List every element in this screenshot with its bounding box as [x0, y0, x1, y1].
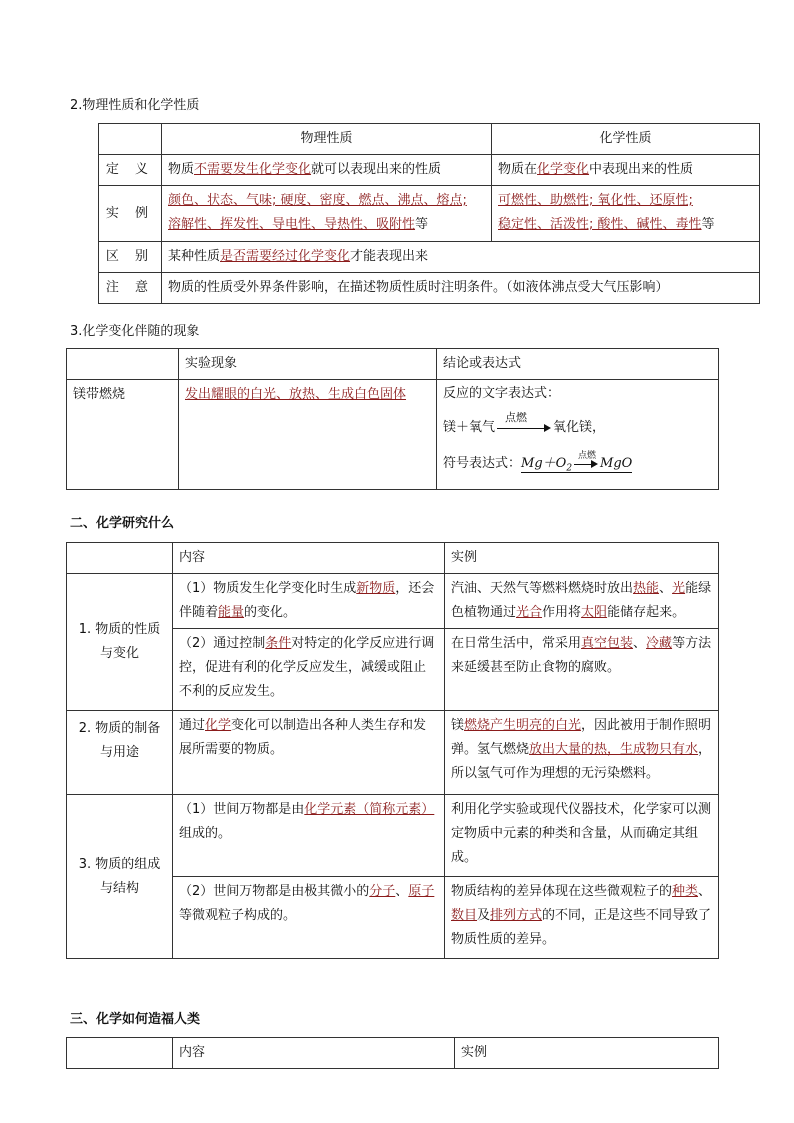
- research-table: [66, 542, 719, 959]
- section-heading-phenomena: 3.化学变化伴随的现象: [70, 324, 200, 339]
- label-examples: 实 例: [99, 186, 162, 242]
- example-preparation: 镁燃烧产生明亮的白光，因此被用于制作照明弹。氢气燃烧放出大量的热，生成物只有水，所以氢气可作为理想的无污染燃料。: [445, 711, 719, 795]
- reaction-arrow-icon: 点燃: [497, 423, 551, 433]
- section-heading-research: 二、化学研究什么: [70, 516, 175, 531]
- reaction-arrow-icon: 点燃: [574, 459, 598, 469]
- definition-physical: 物质不需要发生化学变化就可以表现出来的性质: [162, 155, 492, 186]
- section-heading-properties: 2.物理性质和化学性质: [70, 98, 200, 113]
- example-composition-1: 利用化学实验或现代仪器技术，化学家可以测定物质中元素的种类和含量，从而确定其组成。: [445, 795, 719, 877]
- content-property-2: （2）通过控制条件对特定的化学反应进行调控，促进有利的化学反应发生，减缓或阻止不利的反应发生。: [173, 629, 445, 711]
- difference-text: 某种性质是否需要经过化学变化才能表现出来: [162, 242, 760, 273]
- symbol-equation: 符号表达式：$Mg+O_2$ 点燃 MgO: [443, 450, 633, 474]
- label-composition-structure: 3. 物质的组成 与结构: [67, 795, 173, 959]
- word-equation: 镁＋氧气 点燃 氧化镁，: [443, 410, 606, 435]
- phenomenon-text: 发出耀眼的白光、放热、生成白色固体: [179, 380, 437, 490]
- header-conclusion: 结论或表达式: [437, 349, 719, 380]
- header-content: 内容: [173, 1038, 455, 1069]
- label-difference: 区 别: [99, 242, 162, 273]
- word-equation-label: 反应的文字表达式：: [443, 386, 561, 401]
- examples-chemical: 可燃性、助燃性; 氧化性、还原性; 稳定性、活泼性; 酸性、碱性、毒性等: [492, 186, 760, 242]
- conclusion-cell: [437, 380, 719, 490]
- label-note: 注 意: [99, 273, 162, 304]
- header-example: 实例: [455, 1038, 719, 1069]
- properties-table: [98, 123, 760, 304]
- empty-header-cell: [99, 124, 162, 155]
- header-physical: 物理性质: [162, 124, 492, 155]
- phenomena-table: [66, 348, 719, 490]
- example-composition-2: 物质结构的差异体现在这些微观粒子的种类、数目及排列方式的不同，正是这些不同导致了物质性质的差异。: [445, 877, 719, 959]
- content-composition-2: （2）世间万物都是由极其微小的分子、原子等微观粒子构成的。: [173, 877, 445, 959]
- content-preparation: 通过化学变化可以制造出各种人类生存和发展所需要的物质。: [173, 711, 445, 795]
- header-chemical: 化学性质: [492, 124, 760, 155]
- empty-header-cell: [67, 1038, 173, 1069]
- example-property-2: 在日常生活中，常采用真空包装、冷藏等方法来延缓甚至防止食物的腐败。: [445, 629, 719, 711]
- benefit-table: [66, 1037, 719, 1069]
- label-preparation-use: 2. 物质的制备 与用途: [67, 711, 173, 795]
- label-magnesium: 镁带燃烧: [67, 380, 179, 490]
- empty-header-cell: [67, 349, 179, 380]
- header-content: 内容: [173, 543, 445, 574]
- content-composition-1: （1）世间万物都是由化学元素（简称元素）组成的。: [173, 795, 445, 877]
- label-definition: 定 义: [99, 155, 162, 186]
- definition-chemical: 物质在化学变化中表现出来的性质: [492, 155, 760, 186]
- note-text: 物质的性质受外界条件影响，在描述物质性质时注明条件。（如液体沸点受大气压影响）: [162, 273, 760, 304]
- header-phenomenon: 实验现象: [179, 349, 437, 380]
- content-property-1: （1）物质发生化学变化时生成新物质，还会伴随着能量的变化。: [173, 574, 445, 629]
- label-property-change: 1. 物质的性质 与变化: [67, 574, 173, 711]
- example-property-1: 汽油、天然气等燃料燃烧时放出热能、光能绿色植物通过光合作用将太阳能储存起来。: [445, 574, 719, 629]
- empty-header-cell: [67, 543, 173, 574]
- header-example: 实例: [445, 543, 719, 574]
- section-heading-benefit: 三、化学如何造福人类: [70, 1012, 201, 1027]
- examples-physical: 颜色、状态、气味; 硬度、密度、燃点、沸点、熔点; 溶解性、挥发性、导电性、导热性、吸附性等: [162, 186, 492, 242]
